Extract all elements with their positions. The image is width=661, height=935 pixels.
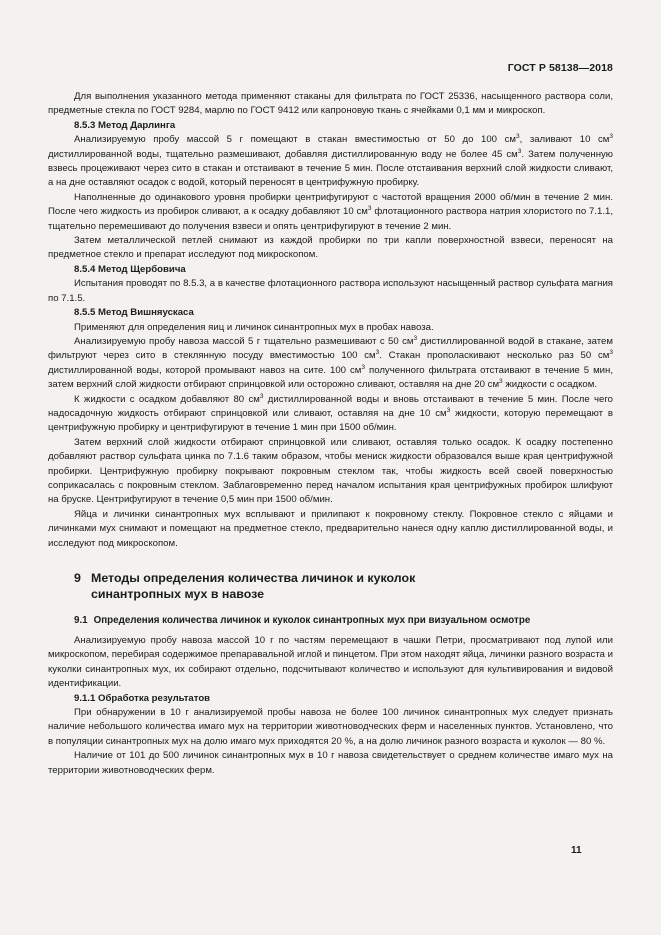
paragraph: При обнаружении в 10 г анализируемой пробы навоза не более 100 личинок синантропных мух следует признать наличие небольшого количества имаго мух на территории животноводческих ферм и населенных пунктов. Установлено, что в популяции синантропных мух на долю имаго мух приходятся 20 %, а на долю личинок разного возраста и куколок — 80 %. [48,707,613,747]
subsection-heading-8-5-5: 8.5.5 Метод Вишняускаса [74,307,194,319]
subsection-heading-8-5-4: 8.5.4 Метод Щербовича [74,263,186,275]
text-run: жидкости с осадком. [502,379,597,391]
superscript: 3 [446,406,451,414]
paragraph: Анализируемую пробу навоза массой 10 г по частям перемещают в чашки Петри, просматривают под лупой или микроскопом, перебирая содержимое препаравальной иглой и пинцетом. При этом находят яйца, личинки разного возраста и куколки синантропных мух, их собирают отдельно, подсчитывают количество и используют для культивирования и видовой идентификации. [48,635,613,690]
superscript: 3 [499,378,503,386]
paragraph [48,133,613,191]
text-run: К жидкости с осадком добавляют 80 см [74,393,260,405]
text-run: , заливают 10 см [519,134,610,146]
subsection-title: Определения количества личинок и куколок синантропных мух при визуальном осмотре [93,615,531,626]
superscript: 3 [517,147,522,155]
paragraph: Испытания проводят по 8.5.3, а в качестве флотационного раствора используют насыщенный раствор сульфата магния по 7.1.5. [48,278,613,304]
standard-header: ГОСТ Р 58138—2018 [507,62,613,74]
superscript: 3 [367,205,372,213]
text-run: Анализируемую пробу навоза массой 5 г тщательно размешивают с 50 см [74,335,414,347]
text-run: жидкости, которую перемещают в центрифужную пробирку и центрифугируют в течение 1 мин при 1500 об/мин. [48,407,613,434]
section-9-title [48,571,613,602]
subsection-number: 9.1 [74,615,88,626]
superscript: 3 [375,349,380,357]
paragraph [48,393,613,436]
superscript: 3 [413,334,418,342]
paragraph: Для выполнения указанного метода применяют стаканы для фильтрата по ГОСТ 25336, насыщенного раствора соли, предметные стекла по ГОСТ 9284, марлю по ГОСТ 9412 или капроновую ткань с ячейками 0,1 мм и микроскоп. [48,91,613,117]
subsection-9-1-title [48,614,613,628]
text-run: Наполненные до одинакового уровня пробирки центрифугируют с частотой вращения 2000 об/мин в течение 2 мин. После чего жидкость из пробирок сливают, а к осадку добавляют 10 см [48,191,613,218]
paragraph [48,191,613,234]
paragraph: Наличие от 101 до 500 личинок синантропных мух в 10 г навоза свидетельствует о среднем количестве имаго мух на территории животноводческих ферм. [48,750,613,776]
paragraph: Применяют для определения яиц и личинок синантропных мух в пробах навоза. [74,321,434,333]
section-title-line-1: Методы определения количества личинок и куколок [91,571,416,585]
section-number: 9 [74,571,81,585]
text-run: дистиллированной водой в стакане, затем фильтруют через сито в стеклянную посуду вместимостью 100 см [48,335,613,362]
text-run: полученного фильтрата отстаивают в течение 5 мин, затем верхний слой жидкости отбирают спринцовкой или осторожно сливают, оставляя на дне 20 см [48,364,614,391]
paragraph: Яйца и личинки синантропных мух всплывают и прилипают к покровному стеклу. Покровное стекло с яйцами и личинками мух снимают и помещают на предметное стекло, предварительно нанеся одну каплю дистиллированной воды, и исследуют под микроскопом. [48,508,613,549]
superscript: 3 [259,392,264,400]
text-run: дистиллированной воды и вновь отстаивают в течение 5 мин. После чего надосадочную жидкость отбирают спринцовкой или сливают, оставляя на дне 10 см [48,393,613,419]
text-run: флотационного раствора натрия хлористого по 7.1.1, тщательно перемешивают до получения взвеси и опять центрифугируют в течение 2 мин. [48,206,613,232]
text-run: . Затем полученную взвесь процеживают через сито в стакан и отстаивают в течение 5 мин. После отстаивания верхний слой жидкости сливают, а на дне оставляют осадок с водой, который переносят в центрифужную пробирку. [48,148,613,189]
text-run: дистиллированной воды, тщательно размешивают, добавляя дистиллированную воду не более 45 см [48,148,518,160]
subsection-heading-8-5-3: 8.5.3 Метод Дарлинга [74,119,176,131]
paragraph: Затем верхний слой жидкости отбирают спринцовкой или сливают, оставляя только осадок. К осадку постепенно добавляют раствор сульфата цинка по 7.1.6 таким образом, чтобы мениск жидкости образовался выше края центрифужной пробирки. Центрифужную пробирку покрывают покровным стеклом так, чтобы жидкость всей своей поверхностью соприкасалась с покровным стеклом. Заблаговременно перед началом испытания края центрифужных пробирок шлифуют на бруске. Центрифугируют в течение 0,5 мин при 1500 об/мин. [48,436,613,506]
section-title-line-2: синантропных мух в навозе [91,586,265,601]
superscript: 3 [609,133,614,141]
page-number: 11 [571,845,582,856]
text-run: дистиллированной воды, которой промывают навоз на сите. 100 см [48,364,362,376]
subsection-heading-9-1-1: 9.1.1 Обработка результатов [74,692,211,704]
paragraph: Затем металлической петлей снимают из каждой пробирки по три капли поверхностной взвеси, переносят на предметное стекло и препарат исследуют под микроскопом. [48,235,613,261]
superscript: 3 [515,133,520,141]
superscript: 3 [361,363,366,371]
superscript: 3 [609,349,613,357]
text-run: . Стакан прополаскивают несколько раз 50 см [379,350,610,362]
text-run: Анализируемую пробу массой 5 г помещают в стакан вместимостью от 50 до 100 см [74,134,516,146]
page-body [48,90,613,778]
paragraph [48,335,613,393]
